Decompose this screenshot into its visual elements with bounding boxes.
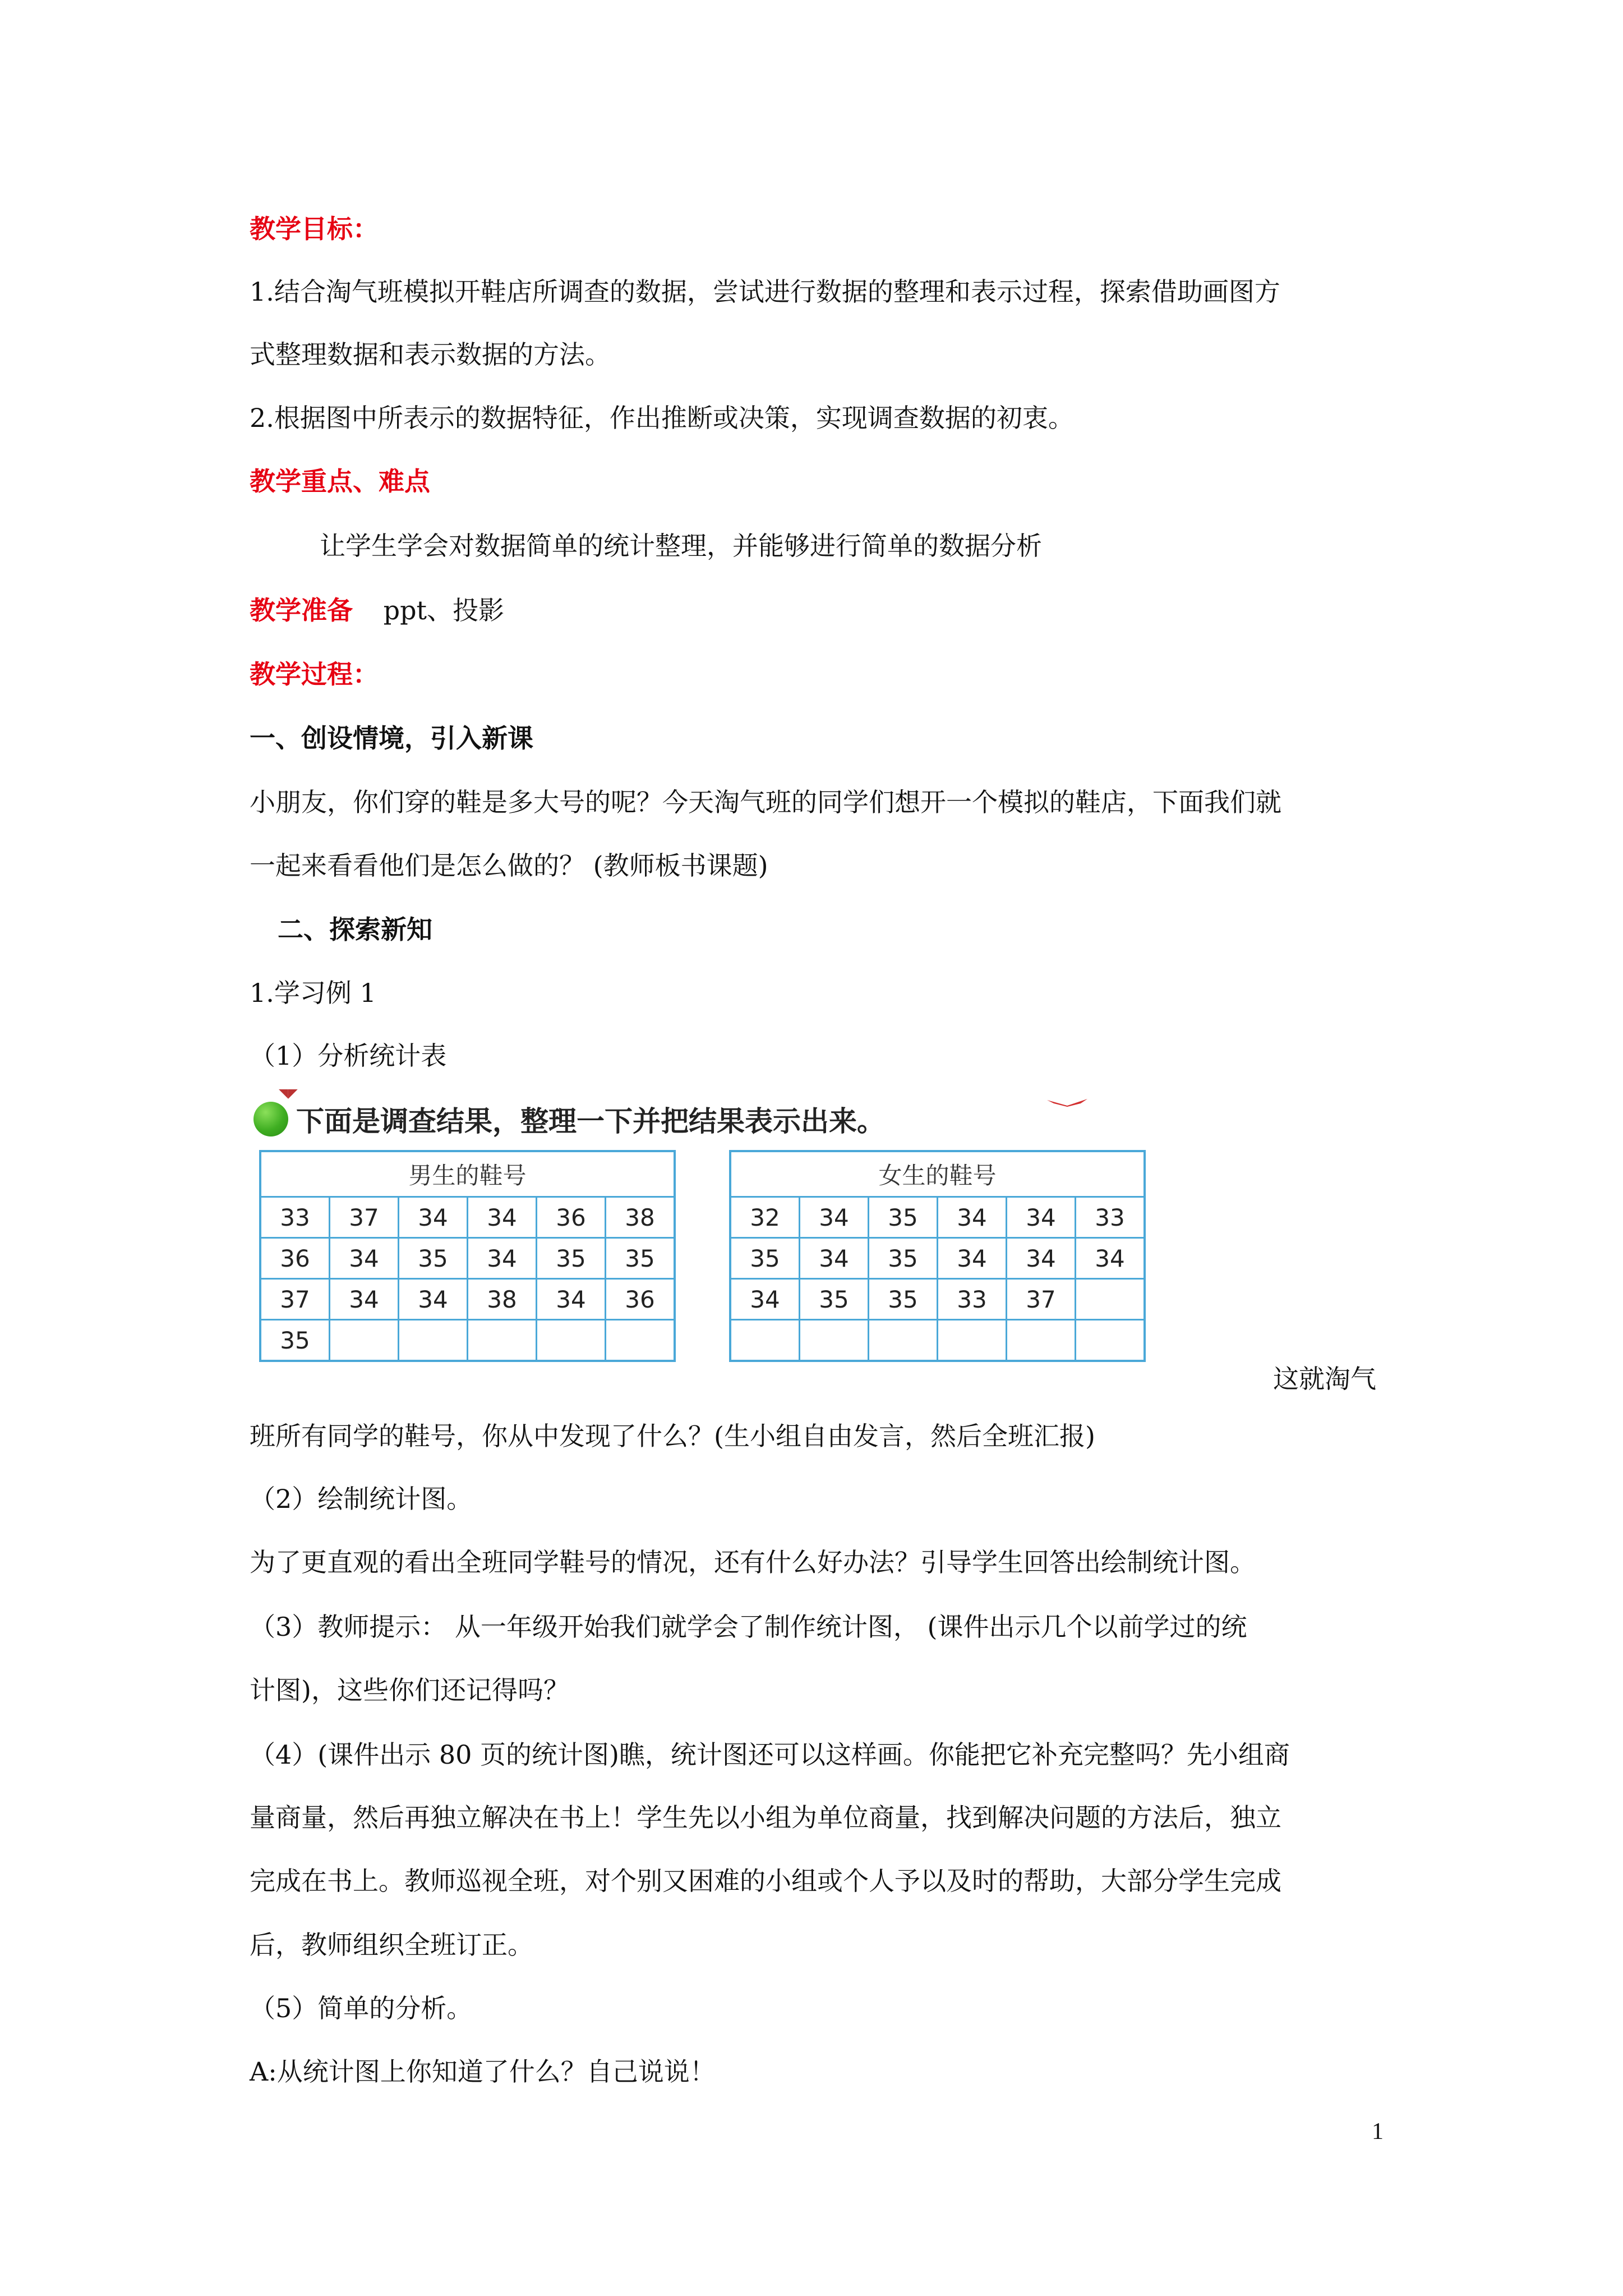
red-decoration-icon — [1047, 1097, 1087, 1107]
table-cell: 34 — [399, 1197, 468, 1238]
table-row — [730, 1279, 1145, 1320]
table-cell: 34 — [399, 1279, 468, 1320]
step-3-line-1: （3）教师提示： 从一年级开始我们就学会了制作统计图， (课件出示几个以前学过的统 — [250, 1612, 1247, 1642]
step-4-line-1: （4）(课件出示 80 页的统计图)瞧，统计图还可以这样画。你能把它补充完整吗？先小组商 — [250, 1740, 1290, 1770]
table-cell — [1007, 1320, 1076, 1361]
table-cell — [730, 1320, 800, 1361]
table-cell: 34 — [330, 1279, 399, 1320]
green-dot-icon — [253, 1102, 288, 1137]
table-cell: 34 — [1007, 1197, 1076, 1238]
girls-table-title: 女生的鞋号 — [730, 1151, 1145, 1197]
table-cell: 34 — [468, 1197, 537, 1238]
after-figure-line-1: 这就淘气 — [1273, 1364, 1376, 1394]
goal-1-line-1: 1.结合淘气班模拟开鞋店所调查的数据，尝试进行数据的整理和表示过程，探索借助画图方 — [250, 277, 1280, 307]
table-cell: 32 — [730, 1197, 800, 1238]
table-cell — [606, 1320, 675, 1361]
heading-prep: 教学准备 — [250, 595, 353, 625]
table-row — [730, 1197, 1145, 1238]
table-cell: 35 — [606, 1238, 675, 1279]
step-3-line-2: 计图)，这些你们还记得吗？ — [250, 1675, 569, 1705]
intro-line-1: 小朋友，你们穿的鞋是多大号的呢？今天淘气班的同学们想开一个模拟的鞋店，下面我们就 — [250, 787, 1281, 817]
heading-goals: 教学目标： — [250, 214, 379, 244]
table-cell: 33 — [1076, 1197, 1145, 1238]
survey-results-figure — [253, 1087, 1168, 1383]
table-cell: 33 — [938, 1279, 1007, 1320]
table-cell: 34 — [1007, 1238, 1076, 1279]
table-cell: 35 — [869, 1197, 938, 1238]
table-cell: 35 — [869, 1279, 938, 1320]
table-cell: 36 — [260, 1238, 330, 1279]
table-cell: 34 — [938, 1238, 1007, 1279]
goal-1-line-2: 式整理数据和表示数据的方法。 — [250, 339, 611, 370]
table-row — [730, 1238, 1145, 1279]
step-4-line-4: 后，教师组织全班订正。 — [250, 1930, 533, 1960]
table-cell — [1076, 1320, 1145, 1361]
table-cell — [399, 1320, 468, 1361]
table-cell: 38 — [468, 1279, 537, 1320]
table-cell: 34 — [800, 1238, 869, 1279]
step-1: （1）分析统计表 — [250, 1041, 447, 1071]
prep-body: ppt、投影 — [383, 595, 505, 625]
page-number: 1 — [1372, 2119, 1384, 2145]
table-cell — [468, 1320, 537, 1361]
table-cell: 36 — [606, 1279, 675, 1320]
table-cell: 35 — [869, 1238, 938, 1279]
table-cell: 35 — [260, 1320, 330, 1361]
step-4-line-3: 完成在书上。教师巡视全班，对个别又困难的小组或个人予以及时的帮助，大部分学生完成 — [250, 1866, 1281, 1896]
table-cell: 35 — [399, 1238, 468, 1279]
figure-heading — [253, 1097, 885, 1142]
table-cell — [1076, 1279, 1145, 1320]
table-cell: 35 — [537, 1238, 606, 1279]
table-cell: 34 — [468, 1238, 537, 1279]
table-cell — [938, 1320, 1007, 1361]
figure-heading-text: 下面是调查结果，整理一下并把结果表示出来。 — [296, 1105, 885, 1138]
table-row — [260, 1320, 675, 1361]
table-row — [260, 1279, 675, 1320]
table-cell: 35 — [800, 1279, 869, 1320]
example-1: 1.学习例 1 — [250, 978, 376, 1008]
step-5: （5）简单的分析。 — [250, 1993, 473, 2023]
table-row — [260, 1238, 675, 1279]
intro-line-2: 一起来看看他们是怎么做的？ (教师板书课题) — [250, 850, 768, 881]
prep-line — [250, 593, 504, 627]
step-2: （2）绘制统计图。 — [250, 1484, 473, 1514]
table-row — [730, 1320, 1145, 1361]
figure-mark-icon: ◥◤ — [279, 1087, 298, 1101]
table-row — [260, 1197, 675, 1238]
step-2-body: 为了更直观的看出全班同学鞋号的情况，还有什么好办法？引导学生回答出绘制统计图。 — [250, 1547, 1256, 1577]
table-cell: 37 — [260, 1279, 330, 1320]
table-cell — [800, 1320, 869, 1361]
table-cell — [330, 1320, 399, 1361]
section-1-title: 一、创设情境，引入新课 — [250, 723, 533, 753]
table-cell: 37 — [1007, 1279, 1076, 1320]
table-cell: 33 — [260, 1197, 330, 1238]
table-cell: 34 — [537, 1279, 606, 1320]
table-cell: 34 — [330, 1238, 399, 1279]
key-points-body: 让学生学会对数据简单的统计整理，并能够进行简单的数据分析 — [320, 531, 1042, 561]
boys-table-title: 男生的鞋号 — [260, 1151, 675, 1197]
table-cell: 34 — [800, 1197, 869, 1238]
table-cell: 37 — [330, 1197, 399, 1238]
section-2-title: 二、探索新知 — [278, 914, 432, 945]
table-cell: 36 — [537, 1197, 606, 1238]
table-cell: 35 — [730, 1238, 800, 1279]
table-cell: 34 — [730, 1279, 800, 1320]
heading-process: 教学过程： — [250, 659, 379, 689]
girls-shoe-size-table — [729, 1150, 1146, 1362]
heading-key-points: 教学重点、难点 — [250, 466, 430, 496]
step-4-line-2: 量商量，然后再独立解决在书上！学生先以小组为单位商量，找到解决问题的方法后，独立 — [250, 1802, 1281, 1833]
boys-shoe-size-table — [259, 1150, 676, 1362]
table-cell: 34 — [1076, 1238, 1145, 1279]
step-a: A:从统计图上你知道了什么？自己说说！ — [250, 2056, 716, 2087]
after-figure-line-2: 班所有同学的鞋号，你从中发现了什么？(生小组自由发言，然后全班汇报) — [250, 1421, 1095, 1451]
goal-2: 2.根据图中所表示的数据特征，作出推断或决策，实现调查数据的初衷。 — [250, 403, 1074, 433]
table-cell: 38 — [606, 1197, 675, 1238]
table-cell — [869, 1320, 938, 1361]
table-cell: 34 — [938, 1197, 1007, 1238]
table-cell — [537, 1320, 606, 1361]
